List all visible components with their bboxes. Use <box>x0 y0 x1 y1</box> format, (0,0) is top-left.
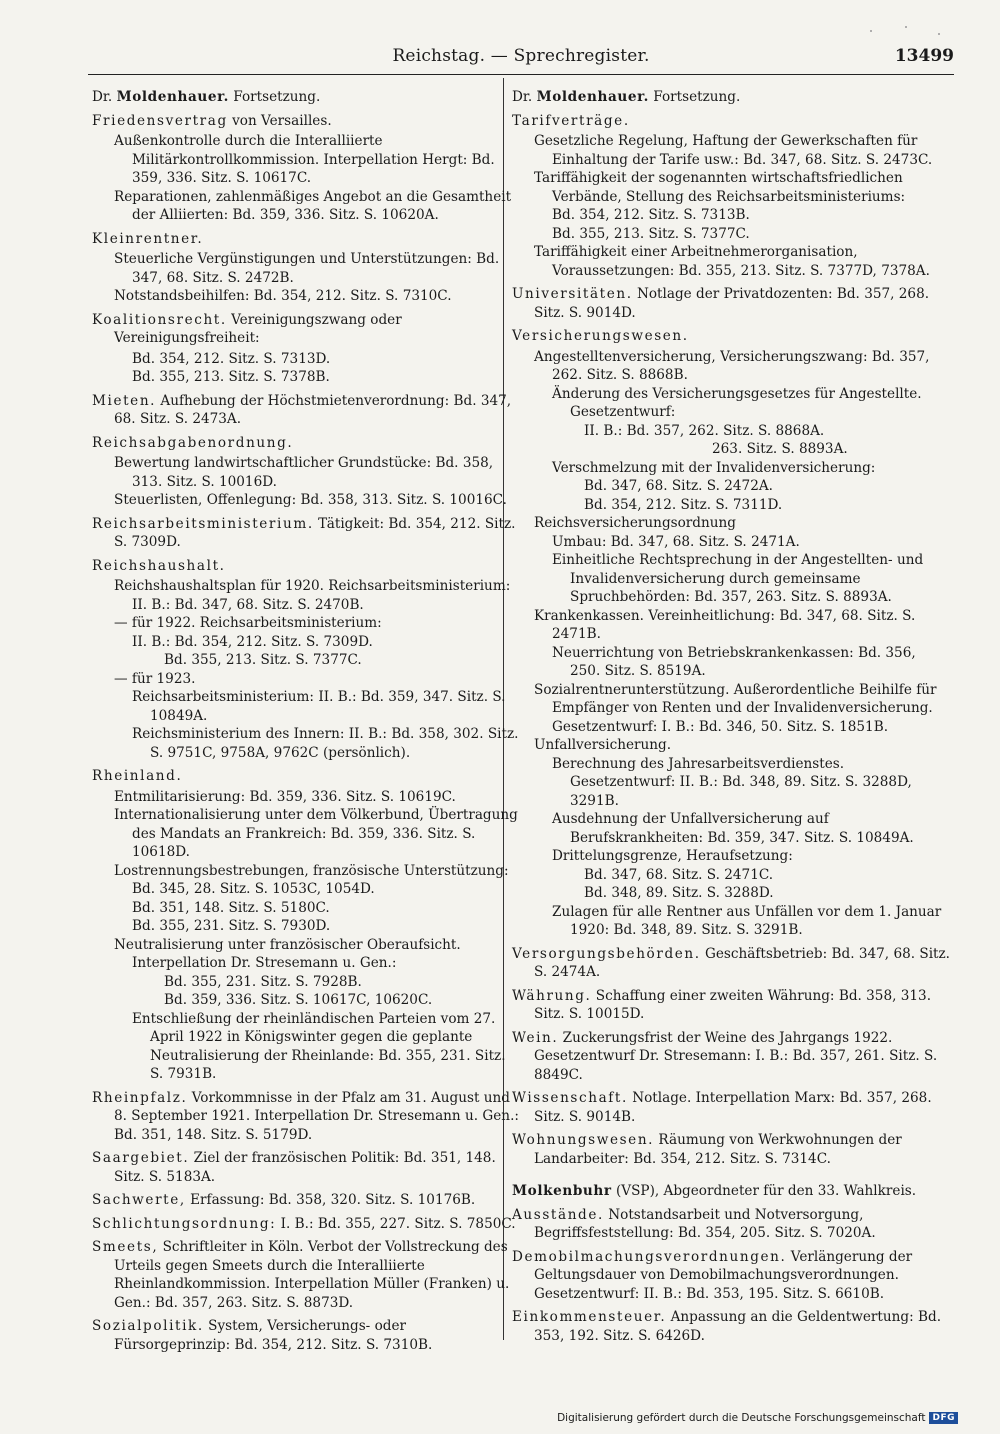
sub-entry: Bd. 355, 213. Sitz. S. 7378B. <box>132 369 330 385</box>
sub-entry: Reichsministerium des Innern: II. B.: Bd. 358, 302. Sitz. S. 9751C, 9758A, 9762C (persönlich). <box>132 726 519 761</box>
sub-entry: Bd. 347, 68. Sitz. S. 2472A. <box>584 478 773 494</box>
person-prefix: Dr. <box>512 89 533 105</box>
left-column <box>92 88 522 1356</box>
sub-entry: Bd. 355, 213. Sitz. S. 7377C. <box>552 225 750 242</box>
sub-entry: Reichsarbeitsministerium: II. B.: Bd. 359, 347. Sitz. S. 10849A. <box>132 689 506 724</box>
sub-entry: Entmilitarisierung: Bd. 359, 336. Sitz. S. 10619C. <box>114 788 456 805</box>
person-name: Moldenhauer. <box>536 89 649 105</box>
sub-entry: Bd. 347, 68. Sitz. S. 2471C. <box>584 866 774 883</box>
topic-keyword: Versorgungsbehörden. <box>512 945 701 962</box>
second-person-entry-list <box>512 1206 950 1346</box>
sub-entry: Bd. 345, 28. Sitz. S. 1053C, 1054D. <box>132 881 375 897</box>
register-topic <box>92 434 522 453</box>
sub-entry: Umbau: Bd. 347, 68. Sitz. S. 2471A. <box>552 533 800 550</box>
scan-speck <box>938 33 940 35</box>
register-topic <box>512 327 950 346</box>
register-topic <box>92 557 522 576</box>
continuation-note: Fortsetzung. <box>653 89 741 105</box>
person-description: (VSP), Abgeordneter für den 33. Wahlkreis. <box>611 1183 917 1199</box>
sub-entry: Einheitliche Rechtsprechung in der Angestellten- und Invalidenversicherung durch gemeinsame Spruchbehörden: Bd. 357, 263. Sitz. S. 8893A. <box>552 552 924 605</box>
register-topic <box>92 515 522 552</box>
register-topic <box>92 1149 522 1186</box>
running-title: Reichstag. — Sprechregister. <box>392 46 650 66</box>
register-topic <box>92 311 522 348</box>
sub-entry: Unfallversicherung. <box>534 737 672 753</box>
topic-keyword: Reichsarbeitsministerium. <box>92 515 314 532</box>
sub-entry: II. B.: Bd. 357, 262. Sitz. S. 8868A. <box>584 422 825 439</box>
sub-entry: 263. Sitz. S. 8893A. <box>712 441 848 457</box>
topic-keyword: Universitäten. <box>512 286 633 302</box>
sub-entry: Bd. 354, 212. Sitz. S. 7313D. <box>132 350 331 367</box>
topic-keyword: Einkommensteuer. <box>512 1309 667 1325</box>
topic-reference: Räumung von Werkwohnungen der Landarbeiter: Bd. 354, 212. Sitz. S. 7314C. <box>534 1132 902 1167</box>
topic-reference: Geschäftsbetrieb: Bd. 347, 68. Sitz. S. 2474A. <box>534 945 950 980</box>
funding-note: Digitalisierung gefördert durch die Deutsche Forschungsgemeinschaft <box>557 1412 926 1424</box>
sub-entry: Bd. 355, 231. Sitz. S. 7928B. <box>164 973 362 990</box>
sub-entry: Tariffähigkeit der sogenannten wirtschaftsfriedlichen Verbände, Stellung des Reichsarbeitsministeriums: <box>534 170 906 205</box>
topic-keyword: Wohnungswesen. <box>512 1132 655 1148</box>
topic-keyword: Reichsabgabenordnung. <box>92 434 294 451</box>
topic-keyword: Kleinrentner. <box>92 230 204 247</box>
register-topic <box>92 1238 522 1312</box>
right-column <box>512 88 950 1347</box>
sub-entry: Berechnung des Jahresarbeitsverdienstes. Gesetzentwurf: II. B.: Bd. 348, 89. Sitz. S. 3288D, 3291B. <box>552 755 912 809</box>
topic-reference: Schriftleiter in Köln. Verbot der Vollstreckung des Urteils gegen Smeets durch die Interalliierte Rheinlandkommission. Interpellation Müller (Franken) u. Gen.: Bd. 357, 263. Sitz. S. 8873D. <box>114 1239 510 1311</box>
sub-entry: Bd. 359, 336. Sitz. S. 10617C, 10620C. <box>164 992 433 1008</box>
register-topic <box>512 1206 950 1243</box>
sub-entry: Internationalisierung unter dem Völkerbund, Übertragung des Mandats an Frankreich: Bd. 359, 336. Sitz. S. 10618D. <box>114 807 518 860</box>
sub-entry: Bd. 354, 212. Sitz. S. 7313B. <box>552 207 750 223</box>
topic-keyword: Versicherungswesen. <box>512 328 689 344</box>
person-heading <box>512 88 950 107</box>
sub-entry: Gesetzliche Regelung, Haftung der Gewerkschaften für Einhaltung der Tarife usw.: Bd. 347, 68. Sitz. S. 2473C. <box>534 133 933 168</box>
page-number: 13499 <box>894 46 954 66</box>
sub-entry: Sozialrentnerunterstützung. Außerordentliche Beihilfe für Empfänger von Renten und der Invalidenversicherung. Gesetzentwurf: I. B.: Bd. 346, 50. Sitz. S. 1851B. <box>534 681 937 735</box>
sub-entry: Zulagen für alle Rentner aus Unfällen vor dem 1. Januar 1920: Bd. 348, 89. Sitz. S. 3291B. <box>552 903 942 938</box>
person-prefix: Dr. <box>92 89 113 105</box>
sub-entry: Reichshaushaltsplan für 1920. Reichsarbeitsministerium: II. B.: Bd. 347, 68. Sitz. S. 2470B. <box>114 578 511 613</box>
topic-keyword: Sozialpolitik. <box>92 1318 204 1334</box>
topic-keyword: Währung. <box>512 987 592 1004</box>
topic-keyword: Rheinland. <box>92 768 183 784</box>
topic-reference: System, Versicherungs- oder Fürsorgeprinzip: Bd. 354, 212. Sitz. S. 7310B. <box>114 1318 433 1353</box>
sub-entry: Reparationen, zahlenmäßiges Angebot an die Gesamtheit der Alliierten: Bd. 359, 336. Sitz. S. 10620A. <box>114 188 512 223</box>
sub-entry: Entschließung der rheinländischen Parteien vom 27. April 1922 in Königswinter gegen die geplante Neutralisierung der Rheinlande: Bd. 355, 231. Sitz. S. 7931B. <box>132 1010 506 1082</box>
sub-entry: Drittelungsgrenze, Heraufsetzung: <box>552 848 793 864</box>
register-topic <box>512 1029 950 1085</box>
topic-keyword: Rheinpfalz. <box>92 1089 188 1106</box>
topic-reference: Notstandsarbeit und Notversorgung, Begriffsfeststellung: Bd. 354, 205. Sitz. S. 7020A. <box>534 1206 876 1241</box>
topic-reference: Notlage. Interpellation Marx: Bd. 357, 268. Sitz. S. 9014B. <box>534 1090 932 1125</box>
register-topic <box>92 1215 522 1234</box>
person-heading <box>92 88 522 107</box>
person-name: Molkenbuhr <box>512 1183 612 1199</box>
sub-entry: Steuerlisten, Offenlegung: Bd. 358, 313. Sitz. S. 10016C. <box>114 492 507 508</box>
register-topic <box>512 112 950 131</box>
sub-entry: Reichsversicherungsordnung <box>534 515 736 531</box>
sub-entry: Bd. 355, 231. Sitz. S. 7930D. <box>132 918 331 934</box>
right-entry-list <box>512 112 950 1169</box>
register-topic <box>512 1248 950 1304</box>
topic-reference: Erfassung: Bd. 358, 320. Sitz. S. 10176B. <box>185 1192 476 1208</box>
sub-entry: Ausdehnung der Unfallversicherung auf Berufskrankheiten: Bd. 359, 347. Sitz. S. 10849A. <box>552 811 914 846</box>
topic-keyword: Saargebiet. <box>92 1150 190 1166</box>
register-topic <box>512 945 950 982</box>
topic-reference: Aufhebung der Höchstmietenverordnung: Bd. 347, 68. Sitz. S. 2473A. <box>114 392 512 427</box>
left-entry-list <box>92 112 522 1355</box>
topic-keyword: Sachwerte, <box>92 1192 186 1208</box>
sub-entry: — für 1923. <box>114 670 196 687</box>
sub-entry: Lostrennungsbestrebungen, französische Unterstützung: <box>114 862 509 879</box>
topic-keyword: Reichshaushalt. <box>92 557 226 574</box>
dfg-logo: DFG <box>929 1412 958 1424</box>
topic-reference: Tätigkeit: Bd. 354, 212. Sitz. S. 7309D. <box>114 515 516 550</box>
sub-entry: Bd. 354, 212. Sitz. S. 7311D. <box>584 496 783 513</box>
continuation-note: Fortsetzung. <box>233 89 321 105</box>
register-topic <box>92 1191 522 1210</box>
topic-reference: Ziel der französischen Politik: Bd. 351, 148. Sitz. S. 5183A. <box>114 1150 496 1185</box>
page-header <box>88 44 954 75</box>
topic-keyword: Demobilmachungsverordnungen. <box>512 1248 787 1265</box>
topic-keyword: Friedensvertrag <box>92 112 228 129</box>
topic-reference: Vereinigungszwang oder Vereinigungsfreiheit: <box>114 311 402 346</box>
footer-credit <box>557 1412 958 1424</box>
scan-speck <box>905 26 907 28</box>
topic-reference: von Versailles. <box>227 112 332 129</box>
topic-reference: Verlängerung der Geltungsdauer von Demobilmachungsverordnungen. Gesetzentwurf: II. B.: Bd. 353, 195. Sitz. S. 6610B. <box>534 1248 913 1302</box>
topic-keyword: Wein. <box>512 1029 559 1046</box>
sub-entry: Steuerliche Vergünstigungen und Unterstützungen: Bd. 347, 68. Sitz. S. 2472B. <box>114 251 500 286</box>
sub-entry: Bd. 351, 148. Sitz. S. 5180C. <box>132 899 330 916</box>
register-topic <box>512 1131 950 1168</box>
topic-keyword: Wissenschaft. <box>512 1090 628 1106</box>
topic-keyword: Ausstände. <box>512 1206 604 1223</box>
sub-entry: Angestelltenversicherung, Versicherungszwang: Bd. 357, 262. Sitz. S. 8868B. <box>534 348 930 383</box>
person-heading-second <box>512 1182 950 1201</box>
sub-entry: Außenkontrolle durch die Interalliierte Militärkontrollkommission. Interpellation Hergt: Bd. 359, 336. Sitz. S. 10617C. <box>114 133 495 186</box>
sub-entry: II. B.: Bd. 354, 212. Sitz. S. 7309D. <box>132 633 373 650</box>
register-topic <box>512 1308 950 1345</box>
register-topic <box>92 392 522 429</box>
register-topic <box>92 112 522 131</box>
topic-reference: Schaffung einer zweiten Währung: Bd. 358, 313. Sitz. S. 10015D. <box>534 987 932 1022</box>
sub-entry: Änderung des Versicherungsgesetzes für Angestellte. Gesetzentwurf: <box>552 385 922 420</box>
sub-entry: Tariffähigkeit einer Arbeitnehmerorganisation, Voraussetzungen: Bd. 355, 213. Sitz. S. 7377D, 7378A. <box>534 244 930 279</box>
topic-reference: Anpassung an die Geldentwertung: Bd. 353, 192. Sitz. S. 6426D. <box>534 1309 942 1344</box>
topic-keyword: Koalitionsrecht. <box>92 311 227 328</box>
register-topic <box>512 285 950 322</box>
sub-entry: Bd. 348, 89. Sitz. S. 3288D. <box>584 885 774 901</box>
register-topic <box>92 1317 522 1354</box>
person-name: Moldenhauer. <box>116 89 229 105</box>
sub-entry: Notstandsbeihilfen: Bd. 354, 212. Sitz. S. 7310C. <box>114 288 452 304</box>
scan-speck <box>870 30 872 32</box>
topic-reference: Zuckerungsfrist der Weine des Jahrgangs 1922. Gesetzentwurf Dr. Stresemann: I. B.: Bd. 357, 261. Sitz. S. 8849C. <box>534 1029 938 1083</box>
sub-entry: Bewertung landwirtschaftlicher Grundstücke: Bd. 358, 313. Sitz. S. 10016D. <box>114 455 494 490</box>
sub-entry: Neuerrichtung von Betriebskrankenkassen: Bd. 356, 250. Sitz. S. 8519A. <box>552 644 916 679</box>
register-topic <box>512 987 950 1024</box>
topic-keyword: Tarifverträge. <box>512 112 630 129</box>
sub-entry: Krankenkassen. Vereinheitlichung: Bd. 347, 68. Sitz. S. 2471B. <box>534 607 916 642</box>
topic-keyword: Schlichtungsordnung: <box>92 1215 277 1232</box>
sub-entry: — für 1922. Reichsarbeitsministerium: <box>114 615 382 631</box>
topic-reference: Vorkommnisse in der Pfalz am 31. August und 8. September 1921. Interpellation Dr. Stresemann u. Gen.: Bd. 351, 148. Sitz. S. 5179D. <box>114 1089 519 1143</box>
register-topic <box>92 1089 522 1145</box>
topic-keyword: Mieten. <box>92 392 157 409</box>
topic-reference: Notlage der Privatdozenten: Bd. 357, 268. Sitz. S. 9014D. <box>534 286 930 321</box>
topic-keyword: Smeets, <box>92 1239 159 1255</box>
sub-entry: Verschmelzung mit der Invalidenversicherung: <box>552 459 876 476</box>
register-topic <box>512 1089 950 1126</box>
sub-entry: Bd. 355, 213. Sitz. S. 7377C. <box>164 652 362 668</box>
register-topic <box>92 230 522 249</box>
register-topic <box>92 767 522 786</box>
topic-reference: I. B.: Bd. 355, 227. Sitz. S. 7850C. <box>276 1215 516 1232</box>
sub-entry: Neutralisierung unter französischer Oberaufsicht. Interpellation Dr. Stresemann u. Gen.: <box>114 936 461 971</box>
